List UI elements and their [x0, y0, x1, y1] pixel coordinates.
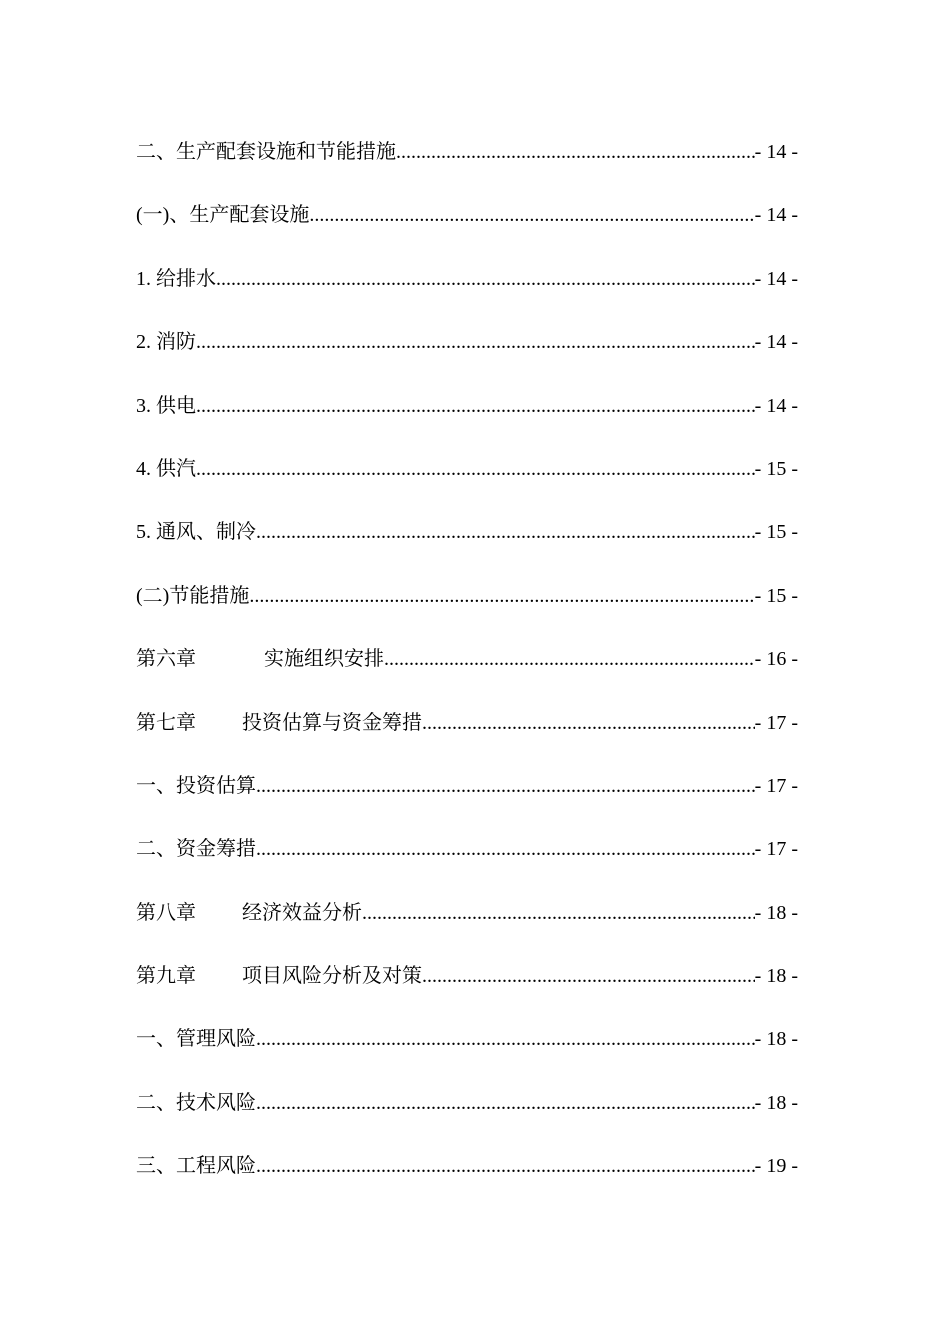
toc-entry[interactable]: [136, 1146, 798, 1209]
toc-entry-page: - 15 -: [754, 521, 798, 544]
toc-entry[interactable]: [136, 1083, 798, 1146]
toc-entry-chapter[interactable]: [136, 893, 798, 956]
toc-entry-chapter[interactable]: [136, 703, 798, 766]
toc-entry-title: 二、资金筹措: [136, 838, 256, 861]
toc-entry-title: 经济效益分析: [242, 901, 362, 924]
toc-entry-chapter[interactable]: [136, 956, 798, 1019]
toc-entry[interactable]: [136, 829, 798, 892]
toc-entry[interactable]: [136, 132, 798, 195]
toc-entry[interactable]: [136, 259, 798, 322]
toc-dot-leader: [422, 956, 755, 996]
toc-entry[interactable]: [136, 449, 798, 512]
toc-dot-leader: [309, 195, 754, 235]
toc-dot-leader: [196, 322, 755, 362]
toc-entry-page: - 15 -: [754, 457, 798, 480]
toc-dot-leader: [249, 576, 754, 616]
toc-dot-leader: [256, 766, 755, 806]
toc-dot-leader: [384, 639, 755, 679]
toc-chapter-heading: [136, 956, 422, 996]
toc-entry-title: 4. 供汽: [136, 457, 196, 480]
toc-dot-leader: [256, 1146, 755, 1186]
toc-entry[interactable]: [136, 195, 798, 258]
toc-dot-leader: [256, 1083, 755, 1123]
toc-entry-chapter[interactable]: [136, 639, 798, 702]
toc-entry-title: 1. 给排水: [136, 267, 216, 290]
toc-entry-page: - 18 -: [754, 1091, 798, 1114]
toc-dot-leader: [196, 449, 755, 489]
toc-chapter-heading: [136, 639, 384, 679]
toc-entry-title: 项目风险分析及对策: [242, 965, 422, 988]
toc-chapter-number: 第七章: [136, 711, 196, 734]
toc-entry-title: 一、管理风险: [136, 1028, 256, 1051]
toc-entry-page: - 18 -: [754, 901, 798, 924]
toc-entry-title: (一)、生产配套设施: [136, 204, 310, 227]
toc-entry-title: 三、工程风险: [136, 1155, 256, 1178]
toc-entry-page: - 14 -: [754, 394, 798, 417]
toc-entry-page: - 14 -: [754, 141, 798, 163]
toc-chapter-number: 第六章: [136, 648, 196, 671]
toc-entry-page: - 16 -: [754, 648, 798, 671]
toc-dot-leader: [422, 703, 755, 743]
toc-entry-page: - 14 -: [754, 204, 798, 227]
toc-dot-leader: [256, 829, 755, 869]
toc-chapter-heading: [136, 893, 362, 933]
toc-entry-page: - 14 -: [754, 331, 798, 354]
toc-entry[interactable]: [136, 386, 798, 449]
toc-dot-leader: [256, 512, 755, 552]
toc-entry-page: - 17 -: [754, 711, 798, 734]
toc-dot-leader: [196, 386, 755, 426]
toc-entry-title: 一、投资估算: [136, 774, 256, 797]
toc-entry-title: 二、生产配套设施和节能措施: [136, 141, 396, 163]
toc-entry-title: 实施组织安排: [264, 648, 384, 671]
toc-entry-title: 投资估算与资金筹措: [242, 711, 422, 734]
toc-entry[interactable]: [136, 322, 798, 385]
toc-entry-title: 5. 通风、制冷: [136, 521, 256, 544]
toc-chapter-heading: [136, 703, 422, 743]
toc-entry-page: - 18 -: [754, 1028, 798, 1051]
toc-entry-page: - 17 -: [754, 774, 798, 797]
toc-chapter-number: 第九章: [136, 965, 196, 988]
table-of-contents: [136, 132, 798, 1210]
toc-dot-leader: [362, 893, 755, 933]
toc-entry[interactable]: [136, 576, 798, 639]
toc-dot-leader: [396, 132, 755, 172]
toc-entry-page: - 18 -: [754, 965, 798, 988]
toc-dot-leader: [256, 1019, 755, 1059]
toc-chapter-number: 第八章: [136, 901, 196, 924]
toc-entry-title: 二、技术风险: [136, 1091, 256, 1114]
toc-entry-page: - 15 -: [754, 584, 798, 607]
toc-entry-title: 2. 消防: [136, 331, 196, 354]
toc-entry-page: - 19 -: [754, 1155, 798, 1178]
toc-entry[interactable]: [136, 1019, 798, 1082]
toc-entry[interactable]: [136, 512, 798, 575]
toc-entry-page: - 14 -: [754, 267, 798, 290]
toc-entry-title: (二)节能措施: [136, 584, 250, 607]
toc-dot-leader: [216, 259, 755, 299]
toc-entry[interactable]: [136, 766, 798, 829]
toc-entry-title: 3. 供电: [136, 394, 196, 417]
toc-entry-page: - 17 -: [754, 838, 798, 861]
